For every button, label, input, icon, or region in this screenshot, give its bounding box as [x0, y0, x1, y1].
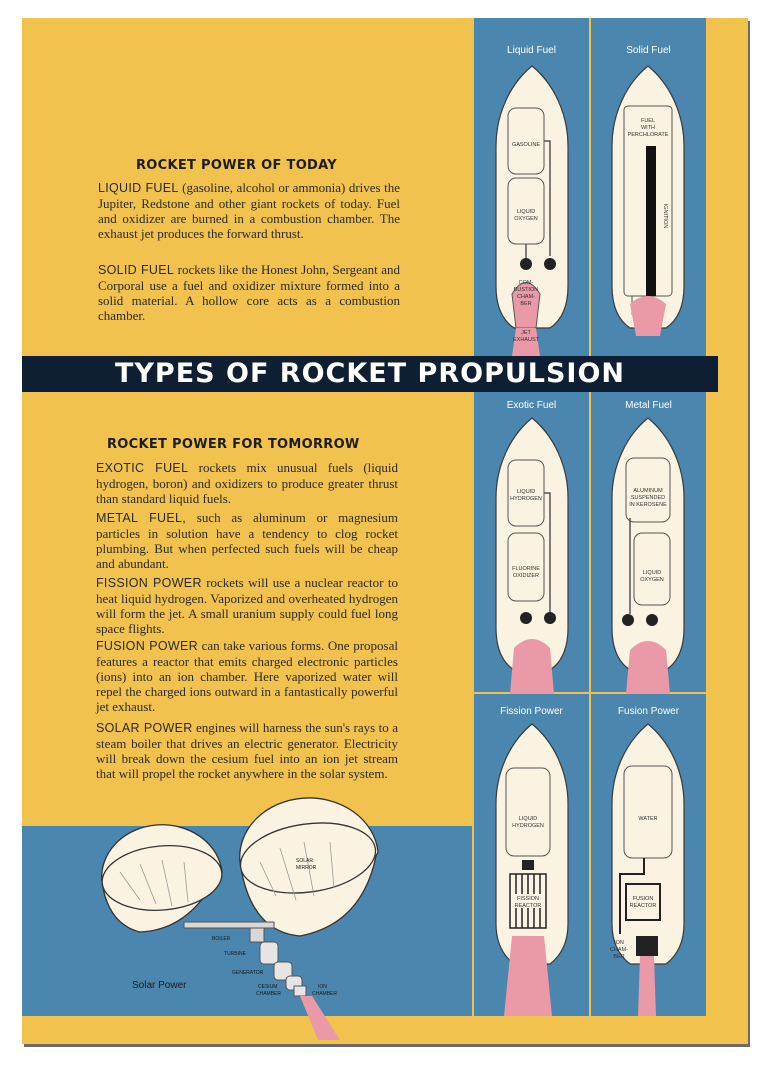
paragraph-fission-power — [96, 575, 398, 636]
paragraph-solid-fuel — [98, 262, 400, 323]
panel-title-exotic-fuel: Exotic Fuel — [506, 400, 557, 411]
text-fission-power: rockets will use a nuclear reactor to heat liquid hydrogen. Vaporized and overheated hydrogen will form the jet. A small uranium supply could fuel long space flights. — [96, 575, 398, 636]
label-fission-reactor: REACTOR — [514, 903, 542, 909]
paragraph-fusion-power — [96, 638, 398, 714]
label-fission: FISSION — [516, 896, 540, 902]
lead-exotic-fuel: EXOTIC FUEL — [96, 461, 189, 475]
label-suspended: SUSPENDED — [630, 495, 666, 501]
label-fuel: FUEL — [640, 118, 656, 124]
label-liquid: LIQUID — [516, 209, 536, 215]
paragraph-liquid-fuel — [98, 180, 400, 241]
label-solar-ion-chamber: CHAMBER — [312, 991, 338, 997]
heading-tomorrow: ROCKET POWER FOR TOMORROW — [107, 437, 360, 452]
panel-title-fusion-power: Fusion Power — [617, 706, 680, 717]
lead-solid-fuel: SOLID FUEL — [98, 263, 175, 277]
label-fission-liquid: LIQUID — [518, 816, 538, 822]
fusion-power-rocket-diagram — [608, 724, 688, 1016]
text-liquid-fuel: (gasoline, alcohol or ammonia) drives the Jupiter, Redstone and other giant rockets of today. Fuel and oxidizer are burned in a combustion chamber. The exhaust jet produces the forward thrust. — [98, 180, 400, 241]
label-jet: JET — [521, 330, 531, 336]
label-fission-hydrogen: HYDROGEN — [512, 823, 544, 829]
heading-today: ROCKET POWER OF TODAY — [136, 158, 337, 173]
label-with: WITH — [640, 125, 656, 131]
text-metal-fuel: such as aluminum or magnesium particles in solution have a tendency to clog rocket plumbing. But when perfected such fuels will be cheap and abundant. — [96, 510, 399, 571]
label-liquid-hydrogen-1: LIQUID — [516, 489, 536, 495]
panel-title-liquid-fuel: Liquid Fuel — [507, 45, 556, 56]
solid-fuel-rocket-diagram — [608, 66, 688, 356]
lead-fusion-power: FUSION POWER — [96, 639, 198, 653]
paragraph-exotic-fuel — [96, 460, 398, 506]
label-ignition: IGNITION — [662, 203, 668, 229]
label-turbine: TURBINE — [224, 951, 246, 957]
label-ion-cham: CHAM- — [609, 947, 629, 953]
text-solar-power: engines will harness the sun's rays to a steam boiler that drives an electric generator. Electricity will break down the cesium fuel into an ion jet stream that will propel the rocket anywhere in the solar system. — [96, 720, 398, 781]
fission-power-rocket-diagram — [492, 724, 572, 1016]
label-water: WATER — [638, 816, 658, 822]
label-metal-liquid: LIQUID — [642, 570, 662, 576]
label-aluminum: ALUMINUM — [633, 488, 663, 494]
paragraph-solar-power — [96, 720, 398, 781]
exotic-fuel-rocket-diagram — [492, 418, 572, 694]
lead-fission-power: FISSION POWER — [96, 576, 202, 590]
panel-title-metal-fuel: Metal Fuel — [625, 400, 672, 411]
label-solar: SOLAR — [296, 858, 313, 864]
label-boiler: BOILER — [212, 936, 231, 942]
text-exotic-fuel: rockets mix unusual fuels (liquid hydrogen, boron) and oxidizers to produce greater thrust than standard liquid fuels. — [96, 460, 399, 506]
label-fusion-reactor: REACTOR — [629, 903, 657, 909]
panel-title-fission-power: Fission Power — [500, 706, 563, 717]
label-cesium-chamber: CHAMBER — [256, 991, 282, 997]
label-chamber-1: COM- — [518, 280, 534, 286]
label-metal-oxygen: OXYGEN — [640, 577, 664, 583]
label-solar-ion: ION — [318, 984, 327, 990]
text-solid-fuel: rockets like the Honest John, Sergeant and Corporal use a fuel and oxidizer mixture formed into a solid material. A hollow core acts as a combustion chamber. — [98, 262, 400, 323]
label-exhaust: EXHAUST — [513, 337, 539, 343]
label-gasoline: GASOLINE — [511, 142, 541, 148]
label-fluorine: FLUORINE — [512, 566, 540, 572]
text-fusion-power: can take various forms. One proposal features a reactor that emits charged electronic particles (ions) into an ion chamber. Here vaporized water will repel the charged ions outward in a fantastically powerful jet exhaust. — [96, 638, 398, 714]
label-ion: ION — [614, 940, 624, 946]
lead-liquid-fuel: LIQUID FUEL — [98, 181, 179, 195]
paragraph-metal-fuel — [96, 510, 398, 571]
liquid-fuel-rocket-diagram — [492, 66, 572, 356]
page-title: TYPES OF ROCKET PROPULSION — [114, 358, 626, 389]
label-ion-ber: BER — [613, 954, 625, 960]
lead-solar-power: SOLAR POWER — [96, 721, 193, 735]
label-perchlorate: PERCHLORATE — [627, 132, 669, 138]
panel-title-solid-fuel: Solid Fuel — [626, 45, 671, 56]
lead-metal-fuel: METAL FUEL, — [96, 511, 187, 525]
metal-fuel-rocket-diagram — [608, 418, 688, 694]
label-in-kerosene: IN KEROSENE — [629, 502, 667, 508]
label-oxygen: OXYGEN — [514, 216, 538, 222]
label-cesium: CESIUM — [258, 984, 278, 990]
label-generator: GENERATOR — [232, 970, 264, 976]
label-mirror: MIRROR — [296, 865, 317, 871]
label-chamber-3: CHAM- — [516, 294, 536, 300]
panel-title-solar-power: Solar Power — [132, 980, 187, 991]
label-chamber-4: BER — [520, 301, 532, 307]
label-fusion: FUSION — [632, 896, 654, 902]
label-chamber-2: BUSTION — [513, 287, 539, 293]
label-oxidizer: OXIDIZER — [513, 573, 539, 579]
label-liquid-hydrogen-2: HYDROGEN — [510, 496, 542, 502]
